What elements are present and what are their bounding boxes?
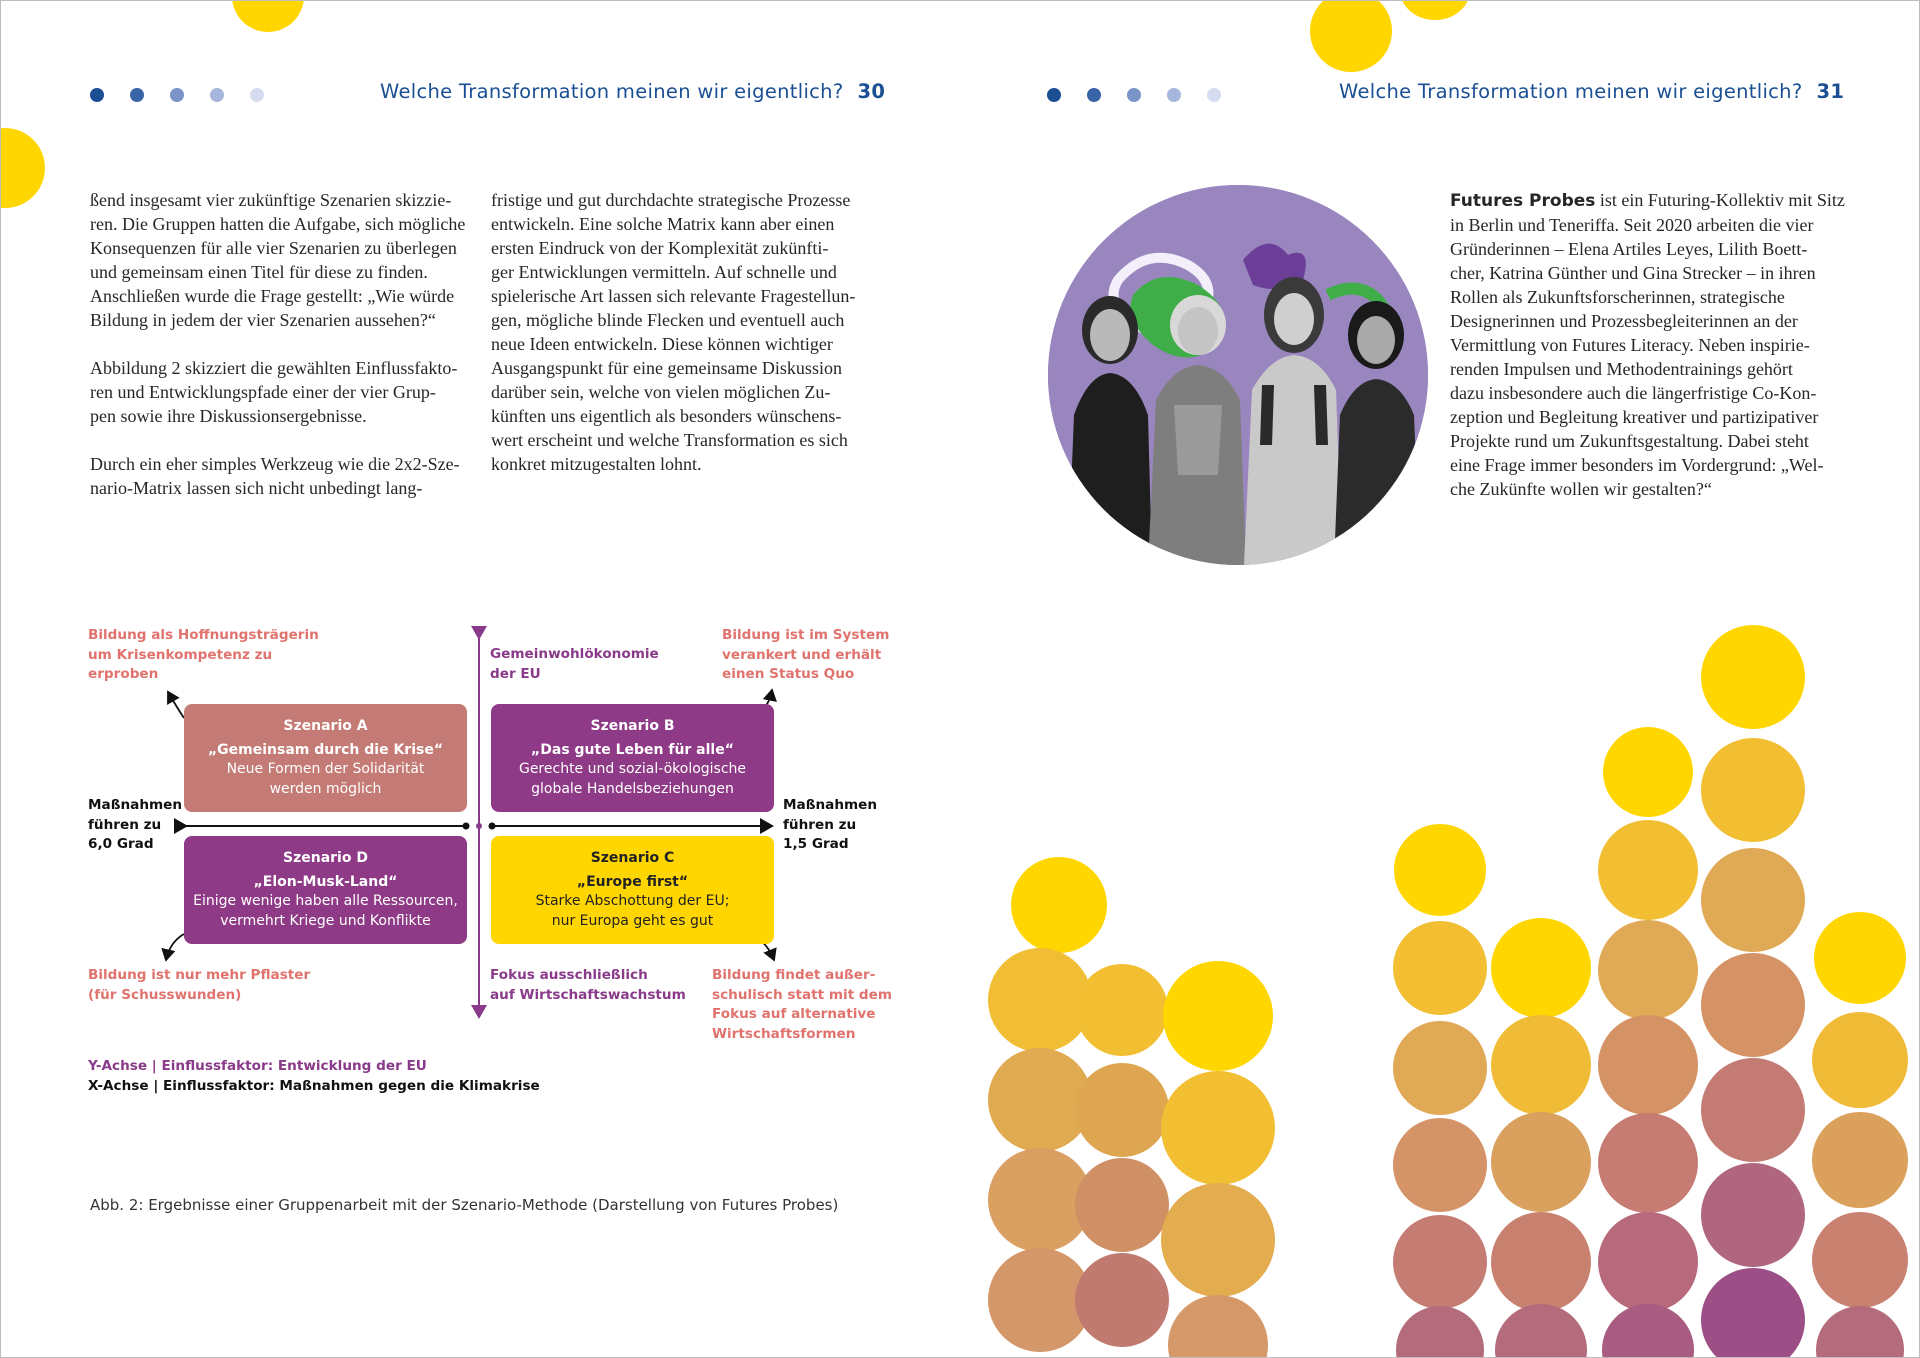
corner-label-bottom-right: Bildung findet außer- schulisch statt mit dem Fokus auf alternative Wirtschaftsformen [712,967,893,1042]
paragraph: ßend insgesamt vier zukünftige Szenarien skizzie- ren. Die Gruppen hatten die Aufgabe, sich mögliche Konsequenzen für alle vier Szenarien zu überlegen und gemeinsam einen Titel für diese zu finden. Anschließen wurde die Frage gestellt: „Wie würde Bildung in jedem der vier Szenarien aussehen?“ [90,190,466,330]
corner-label-bottom-left: Bildung ist nur mehr Pflaster (für Schusswunden) [88,967,311,1003]
scenario-title: Szenario C [590,850,675,866]
scenario-title: Szenario B [590,718,675,734]
corner-label-top-left: Bildung als Hoffnungsträgerin um Krisenkompetenz zu erproben [88,627,319,682]
paragraph: Abbildung 2 skizziert die gewählten Einflussfakto- ren und Entwicklungspfade einer der vier Grup- pen sowie ihre Diskussionsergebnisse. [90,358,458,426]
y-axis-legend: Y-Achse | Einflussfaktor: Entwicklung der EU [88,1058,427,1074]
y-axis-bottom-label: Fokus ausschließlich auf Wirtschaftswachstum [490,967,686,1003]
scenario-description: Einige wenige haben alle Ressourcen, vermehrt Kriege und Konflikte [193,893,458,929]
paragraph: Durch ein eher simples Werkzeug wie die 2x2-Sze- nario-Matrix lassen sich nicht unbedingt lang- [90,454,460,498]
page-number: 30 [857,80,886,103]
scenario-subtitle: „Gemeinsam durch die Krise“ [207,741,444,758]
x-axis-legend: X-Achse | Einflussfaktor: Maßnahmen gegen die Klimakrise [88,1078,540,1094]
bio-lead: Futures Probes [1450,191,1596,211]
scenario-title: Szenario D [283,850,368,866]
scenario-subtitle: „Das gute Leben für alle“ [531,741,734,758]
page-number: 31 [1816,80,1845,103]
bio-text: ist ein Futuring-Kollektiv mit Sitz in Berlin und Teneriffa. Seit 2020 arbeiten die vier Gründerinnen – Elena Artiles Leyes, Lilith Boett- cher, Katrina Günther und Gina Strecker – in ihren Rollen als Zukunftsforscherinnen, strategische Designerinnen und Prozessbegleiterinnen an der Vermittlung von Futures Literacy. Neben inspirie- renden Impulsen und Methodentrainings gehört dazu insbesondere auch die längerfristige Co-Kon- zeption und Begleitung kreativer und partizipativer Projekte rund um Zukunftsgestaltung. Dabei steht eine Frage immer besonders im Vordergrund: „Wel- che Zukünfte wollen wir gestalten?“ [1450,190,1845,499]
paragraph: fristige und gut durchdachte strategische Prozesse entwickeln. Eine solche Matrix kann aber einen ersten Eindruck von der Komplexität zukünfti- ger Entwicklungen vermitteln. Auf schnelle und spielerische Art lassen sich relevante Fragestellun- gen, mögliche blinde Flecken und eventuell auch neue Ideen entwickeln. Diese können wichtiger Ausgangspunkt für eine gemeinsame Diskussion darüber sein, welche von vielen möglichen Zu- künften uns eigentlich als besonders wünschens- wert erscheint und welche Transformation es sich konkret mitzugestalten lohnt. [491,190,856,474]
scenario-subtitle: „Europe first“ [576,873,689,890]
scenario-title: Szenario A [283,718,368,734]
scenario-subtitle: „Elon-Musk-Land“ [253,873,398,890]
y-axis-top-label: Gemeinwohlökonomie der EU [490,646,659,682]
running-head-title: Welche Transformation meinen wir eigentlich? [1339,80,1803,103]
scenario-description: Gerechte und sozial-ökologische globale Handelsbeziehungen [518,761,747,797]
x-axis-left-label: Maßnahmen führen zu 6,0 Grad [88,797,183,852]
scenario-description: Neue Formen der Solidarität werden möglich [226,761,425,797]
x-axis-right-label: Maßnahmen führen zu 1,5 Grad [783,797,878,852]
running-head-title: Welche Transformation meinen wir eigentlich? [380,80,844,103]
scenario-description: Starke Abschottung der EU; nur Europa geht es gut [535,893,730,929]
figure-caption: Abb. 2: Ergebnisse einer Gruppenarbeit mit der Szenario-Methode (Darstellung von Futures Probes) [90,1196,839,1214]
corner-label-top-right: Bildung ist im System verankert und erhält einen Status Quo [722,627,890,682]
